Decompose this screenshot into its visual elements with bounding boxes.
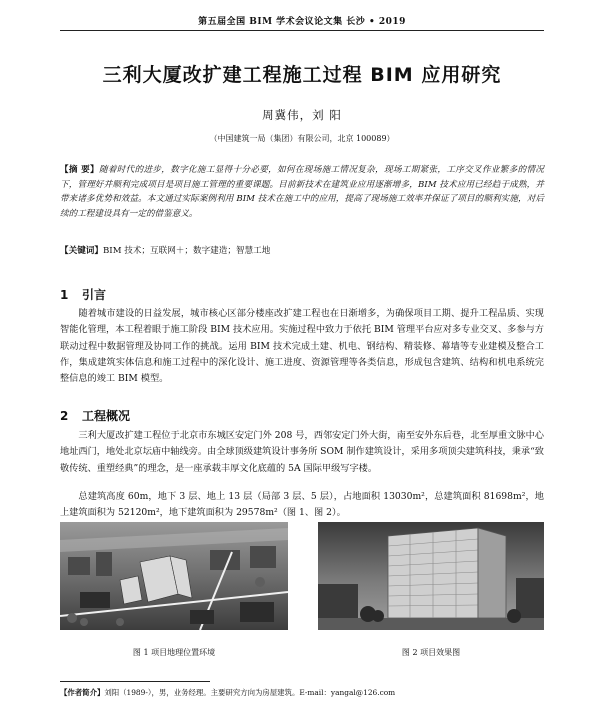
footnote-rule bbox=[60, 681, 210, 682]
keywords-label: 【关键词】 bbox=[60, 246, 103, 256]
footnote-label: 【作者简介】 bbox=[60, 688, 105, 697]
abstract bbox=[60, 163, 544, 221]
running-header: 第五届全国 BIM 学术会议论文集 长沙 • 2019 bbox=[198, 17, 406, 27]
paper-authors: 周冀伟，刘 阳 bbox=[262, 108, 342, 122]
section-number: 2 bbox=[60, 409, 69, 423]
section-heading-introduction bbox=[60, 286, 106, 303]
header-rule bbox=[60, 30, 544, 31]
aerial-city-photo-icon bbox=[60, 522, 288, 630]
section-title: 工程概况 bbox=[82, 409, 131, 423]
keywords bbox=[60, 244, 544, 258]
intro-paragraph: 随着城市建设的日益发展，城市核心区部分楼座改扩建工程也在日渐增多，为确保项目工期、提升工程品质、实现智能化管理，本工程着眼于施工阶段 BIM 技术应用。实施过程中致力于依托 BIM 管理平台应对多专业交叉、多参与方联动过程中数据管理及协同工作的挑战。运用 BIM 技术完成土建、机电、钢结构、精装修、幕墙等专业建模及整合工作，集成建筑实体信息和施工过程中的深化设计、施工进度、资源管理等各类信息，形成包含建筑、结构和机电系统完整信息的竣工 BIM 模型。 bbox=[60, 308, 544, 385]
section-heading-overview bbox=[60, 407, 130, 424]
abstract-text: 随着时代的进步，数字化施工显得十分必要，如何在现场施工情况复杂，现场工期紧张，工序交叉作业繁多的情况下，管理好并顺利完成项目是项目施工管理的重要课题。目前新技术在建筑业应用逐渐增多，BIM 技术应用已经趋于成熟，并带来诸多优势和效益。本文通过实际案例利用 BIM 技术在施工中的应用，提高了现场施工效率并保证了项目的顺利实施，对后续的工程建设具有一定的借鉴意义。 bbox=[60, 165, 544, 219]
overview-paragraph-2: 总建筑高度 60m，地下 3 层、地上 13 层（局部 3 层、5 层），占地面积 13030m²，总建筑面积 81698m²，地上建筑面积为 52120m²，地下建筑面积为 29578m²（图 1、图 2）。 bbox=[60, 491, 544, 519]
overview-paragraph-1: 三利大厦改扩建工程位于北京市东城区安定门外 208 号，西邻安定门外大街，南至安外东后巷，北至厚重文脉中心地址西门，地处北京坛庙中轴线旁。由全球顶级建筑设计事务所 SOM 制作建筑设计，采用多项顶尖建筑科技，秉承“致敬传统、重塑经典”的理念，是一座承载丰厚文化底蕴的 5A 国际甲级写字楼。 bbox=[60, 430, 544, 474]
footnote-text: 刘阳（1989-），男，业务经理。主要研究方向为房屋建筑。E-mail：yangal@126.com bbox=[104, 688, 396, 697]
figure-1-caption: 图 1 项目地理位置环境 bbox=[132, 648, 216, 657]
building-rendering-photo-icon bbox=[318, 522, 544, 630]
paper-title: 三利大厦改扩建工程施工过程 BIM 应用研究 bbox=[102, 64, 502, 86]
keywords-text: BIM 技术；互联网＋；数字建造；智慧工地 bbox=[102, 246, 271, 256]
figure-2-rendering bbox=[318, 522, 544, 630]
author-footnote bbox=[60, 687, 544, 698]
paper-affiliation: （中国建筑一局（集团）有限公司，北京 100089） bbox=[209, 134, 395, 143]
section-number: 1 bbox=[60, 288, 69, 302]
abstract-label: 【摘 要】 bbox=[60, 165, 99, 175]
figure-1-aerial-photo bbox=[60, 522, 288, 630]
figure-2-caption: 图 2 项目效果图 bbox=[401, 648, 461, 657]
section-title: 引言 bbox=[82, 288, 107, 302]
